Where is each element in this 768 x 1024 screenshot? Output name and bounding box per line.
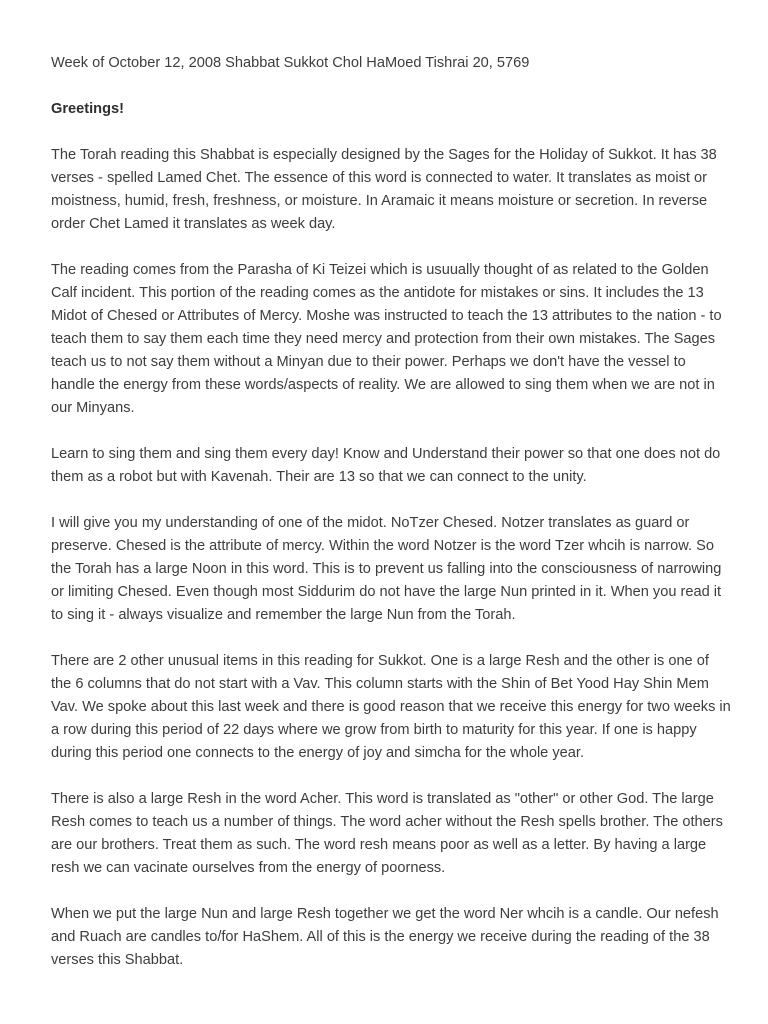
paragraph-notzer-chesed: I will give you my understanding of one of the midot. NoTzer Chesed. Notzer translates as guard or preserve. Chesed is the attribute of mercy. Within the word Notzer is the word Tzer whcih is narrow. So the Torah has a large Noon in this word. This is to prevent us falling into the consciousness of narrowing or limiting Chesed. Even though most Siddurim do not have the large Nun printed in it. When you read it to sing it - always visualize and remember the large Nun from the Torah. (51, 515, 722, 623)
paragraph-learn-to-sing: Learn to sing them and sing them every day! Know and Understand their power so that one does not do them as a robot but with Kavenah. Their are 13 so that we can connect to the unity. (51, 446, 721, 485)
paragraph-ner-candle: When we put the large Nun and large Resh together we get the word Ner whcih is a candle. Our nefesh and Ruach are candles to/for HaShem. All of this is the energy we receive during the reading of the 38 verses this Shabbat. (51, 906, 719, 968)
document-body (51, 52, 731, 995)
paragraph-ki-teizei: The reading comes from the Parasha of Ki Teizei which is usuually thought of as related to the Golden Calf incident. This portion of the reading comes as the antidote for mistakes or sins. It includes the 13 Midot of Chesed or Attributes of Mercy. Moshe was instructed to teach the 13 attributes to the nation - to teach them to say them each time they need mercy and protection from their own mistakes. The Sages teach us to not say them without a Minyan due to their power. Perhaps we don't have the vessel to handle the energy from these words/aspects of reality. We are allowed to sing them when we are not in our Minyans. (51, 262, 722, 416)
paragraph-sukkot-reading: The Torah reading this Shabbat is especially designed by the Sages for the Holiday of Sukkot. It has 38 verses - spelled Lamed Chet. The essence of this word is connected to water. It translates as moist or moistness, humid, fresh, freshness, or moisture. In Aramaic it means moisture or secretion. In reverse order Chet Lamed it translates as week day. (51, 147, 717, 232)
paragraph-large-resh: There is also a large Resh in the word Acher. This word is translated as "other" or other God. The large Resh comes to teach us a number of things. The word acher without the Resh spells brother. The others are our brothers. Treat them as such. The word resh means poor as well as a letter. By having a large resh we can vacinate ourselves from the energy of poorness. (51, 791, 723, 876)
greeting-heading: Greetings! (51, 101, 124, 117)
paragraph-unusual-items: There are 2 other unusual items in this reading for Sukkot. One is a large Resh and the other is one of the 6 columns that do not start with a Vav. This column starts with the Shin of Bet Yood Hay Shin Mem Vav. We spoke about this last week and there is good reason that we receive this energy for two weeks in a row during this period of 22 days where we grow from birth to maturity for this year. If one is happy during this period one connects to the energy of joy and simcha for the whole year. (51, 653, 731, 761)
dateline: Week of October 12, 2008 Shabbat Sukkot Chol HaMoed Tishrai 20, 5769 (51, 55, 530, 71)
